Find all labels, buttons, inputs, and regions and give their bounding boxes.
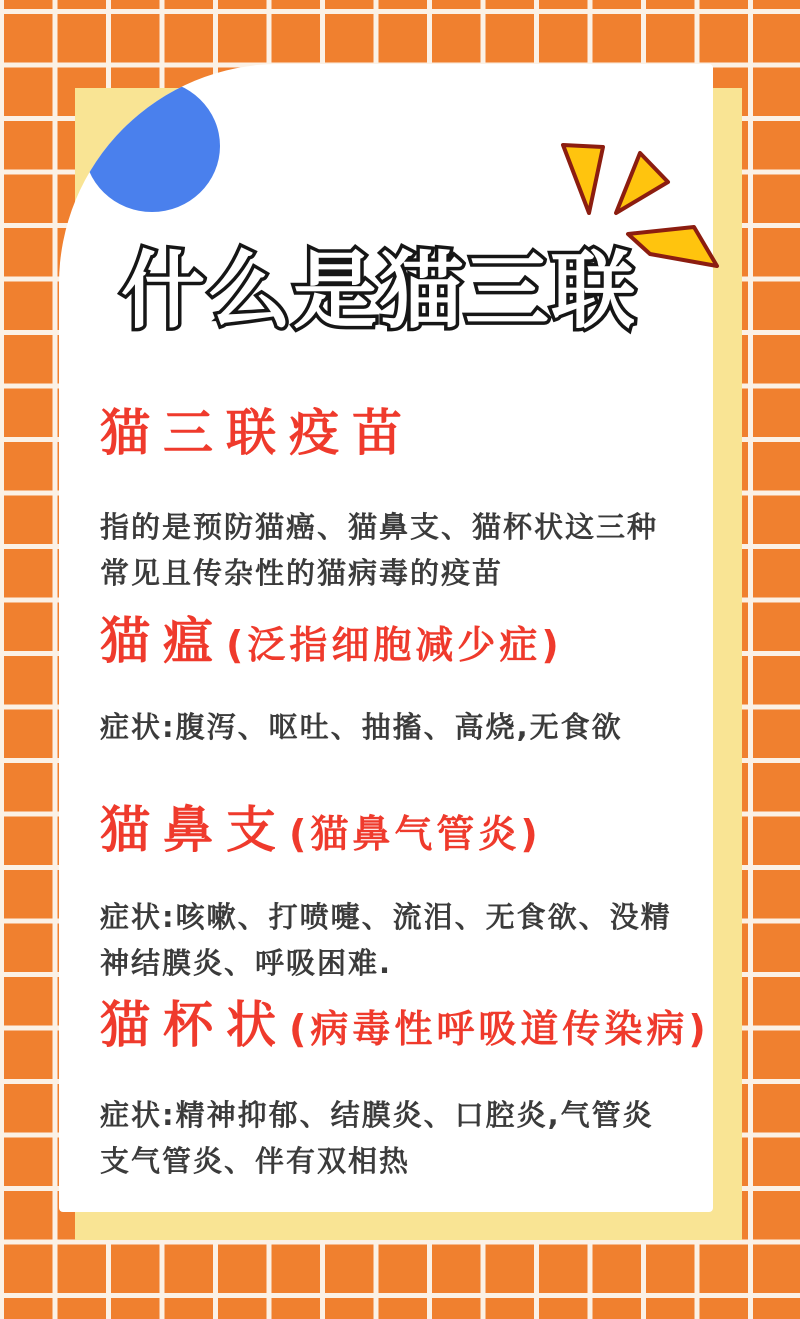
heading-main: 猫三联疫苗 [100,404,415,462]
section-vaccine-intro [100,404,700,596]
section-heading [100,801,700,859]
body-line: 神结膜炎、呼吸困难. [100,946,393,980]
heading-main: 猫瘟 [100,612,226,670]
spark-icon [616,153,668,213]
section-heading [100,404,700,462]
heading-paren: (病毒性呼吸道传染病) [289,1007,710,1051]
section-body [100,704,700,750]
heading-main: 猫杯状 [100,996,289,1054]
spark-icon [628,227,717,266]
section-rhinotracheitis [100,801,700,986]
body-line: 症状:腹泻、呕吐、抽搐、高烧,无食欲 [100,710,623,744]
heading-paren: (泛指细胞减少症) [226,623,563,667]
blue-blob-decoration [84,80,220,212]
body-line: 症状:精神抑郁、结膜炎、口腔炎,气管炎 [100,1098,654,1132]
section-panleukopenia [100,612,700,750]
body-line: 指的是预防猫癌、猫鼻支、猫杯状这三种 [100,510,659,544]
spark-icon [563,145,603,213]
section-heading [100,612,700,670]
section-body [100,504,700,596]
spark-burst-icon [540,130,740,290]
body-line: 症状:咳嗽、打喷嚏、流泪、无食欲、没精 [100,900,672,934]
section-heading [100,996,710,1054]
heading-paren: (猫鼻气管炎) [289,812,542,856]
section-body [100,894,700,986]
body-line: 支气管炎、伴有双相热 [100,1144,411,1178]
poster-title: 什么是猫三联 [120,242,637,340]
section-body [100,1092,700,1184]
heading-main: 猫鼻支 [100,801,289,859]
section-calicivirus [100,996,710,1184]
body-line: 常见且传杂性的猫病毒的疫苗 [100,556,504,590]
